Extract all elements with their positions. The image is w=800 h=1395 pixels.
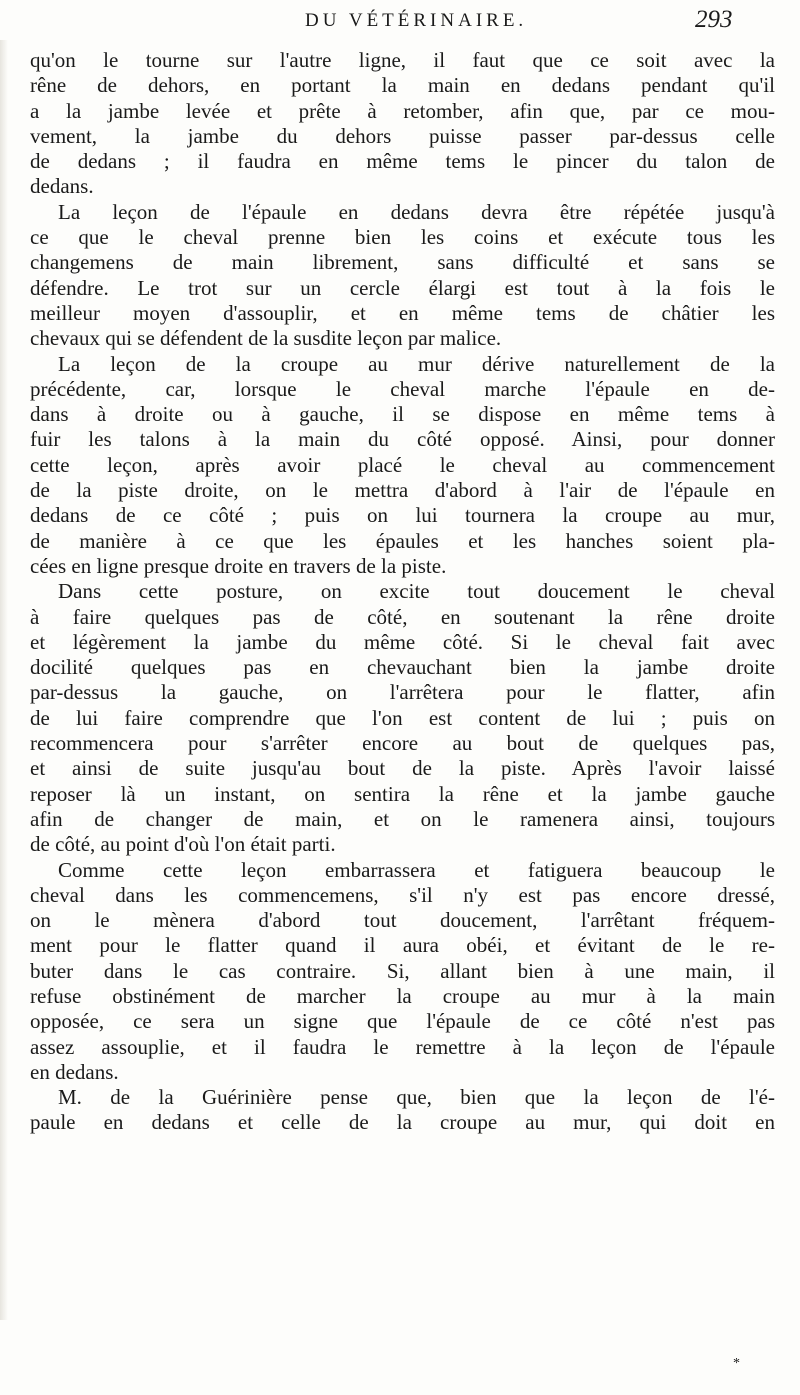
text-line: recommencera pour s'arrêter encore au bout de quelques pas, bbox=[30, 731, 775, 756]
text-line: reposer là un instant, on sentira la rêne et la jambe gauche bbox=[30, 781, 775, 806]
text-line: rêne de dehors, en portant la main en dedans pendant qu'il bbox=[30, 73, 775, 98]
text-line: de lui faire comprendre que l'on est content de lui ; puis on bbox=[30, 705, 775, 730]
text-line: changemens de main librement, sans difficulté et sans se bbox=[30, 250, 775, 275]
text-line: docilité quelques pas en chevauchant bien la jambe droite bbox=[30, 655, 775, 680]
page-number: 293 bbox=[695, 6, 733, 33]
paragraph-start: M. de la Guérinière pense que, bien que la leçon de l'é- bbox=[58, 1085, 775, 1110]
paragraph-start: Dans cette posture, on excite tout doucement le cheval bbox=[58, 579, 775, 604]
text-line: refuse obstinément de marcher la croupe au mur à la main bbox=[30, 983, 775, 1008]
text-line: de dedans ; il faudra en même tems le pincer du talon de bbox=[30, 149, 775, 174]
text-line: cheval dans les commencemens, s'il n'y est pas encore dressé, bbox=[30, 882, 775, 907]
text-line: dedans. bbox=[30, 174, 94, 199]
text-line: ce que le cheval prenne bien les coins et exécute tous les bbox=[30, 225, 775, 250]
text-line: dedans de ce côté ; puis on lui tournera la croupe au mur, bbox=[30, 503, 775, 528]
body-text bbox=[30, 48, 775, 1136]
paragraph-start: La leçon de l'épaule en dedans devra être répétée jusqu'à bbox=[58, 199, 775, 224]
text-line: en dedans. bbox=[30, 1059, 119, 1084]
text-line: de manière à ce que les épaules et les hanches soient pla- bbox=[30, 528, 775, 553]
text-line: de côté, au point d'où l'on était parti. bbox=[30, 832, 336, 857]
signature-mark: * bbox=[733, 1356, 740, 1371]
text-line: qu'on le tourne sur l'autre ligne, il faut que ce soit avec la bbox=[30, 48, 775, 72]
paragraph-start: La leçon de la croupe au mur dérive naturellement de la bbox=[58, 351, 775, 376]
running-title: DU VÉTÉRINAIRE. bbox=[305, 10, 528, 31]
text-line: afin de changer de main, et on le ramenera ainsi, toujours bbox=[30, 806, 775, 831]
text-line: de la piste droite, on le mettra d'abord à l'air de l'épaule en bbox=[30, 478, 775, 503]
text-line: cées en ligne presque droite en travers de la piste. bbox=[30, 553, 447, 578]
text-line: à faire quelques pas de côté, en soutenant la rêne droite bbox=[30, 604, 775, 629]
text-line: meilleur moyen d'assouplir, et en même tems de châtier les bbox=[30, 300, 775, 325]
text-line: fuir les talons à la main du côté opposé. Ainsi, pour donner bbox=[30, 427, 775, 452]
text-line: chevaux qui se défendent de la susdite leçon par malice. bbox=[30, 326, 502, 351]
paragraph-start: Comme cette leçon embarrassera et fatiguera beaucoup le bbox=[58, 857, 775, 882]
text-line: défendre. Le trot sur un cercle élargi est tout à la fois le bbox=[30, 275, 775, 300]
text-line: cette leçon, après avoir placé le cheval au commencement bbox=[30, 452, 775, 477]
text-line: buter dans le cas contraire. Si, allant bien à une main, il bbox=[30, 958, 775, 983]
text-line: on le mènera d'abord tout doucement, l'arrêtant fréquem- bbox=[30, 908, 775, 933]
text-line: précédente, car, lorsque le cheval marche l'épaule en de- bbox=[30, 376, 775, 401]
text-line: vement, la jambe du dehors puisse passer par-dessus celle bbox=[30, 123, 775, 148]
text-line: paule en dedans et celle de la croupe au mur, qui doit en bbox=[30, 1110, 775, 1135]
text-line: et légèrement la jambe du même côté. Si le cheval fait avec bbox=[30, 629, 775, 654]
text-line: assez assouplie, et il faudra le remettre à la leçon de l'épaule bbox=[30, 1034, 775, 1059]
page-binding-shadow bbox=[0, 40, 8, 1320]
text-line: et ainsi de suite jusqu'au bout de la piste. Après l'avoir laissé bbox=[30, 756, 775, 781]
text-line: a la jambe levée et prête à retomber, afin que, par ce mou- bbox=[30, 98, 775, 123]
text-line: ment pour le flatter quand il aura obéi, et évitant de le re- bbox=[30, 933, 775, 958]
text-line: opposée, ce sera un signe que l'épaule de ce côté n'est pas bbox=[30, 1009, 775, 1034]
running-header bbox=[0, 6, 800, 38]
text-line: dans à droite ou à gauche, il se dispose en même tems à bbox=[30, 402, 775, 427]
text-line: par-dessus la gauche, on l'arrêtera pour le flatter, afin bbox=[30, 680, 775, 705]
